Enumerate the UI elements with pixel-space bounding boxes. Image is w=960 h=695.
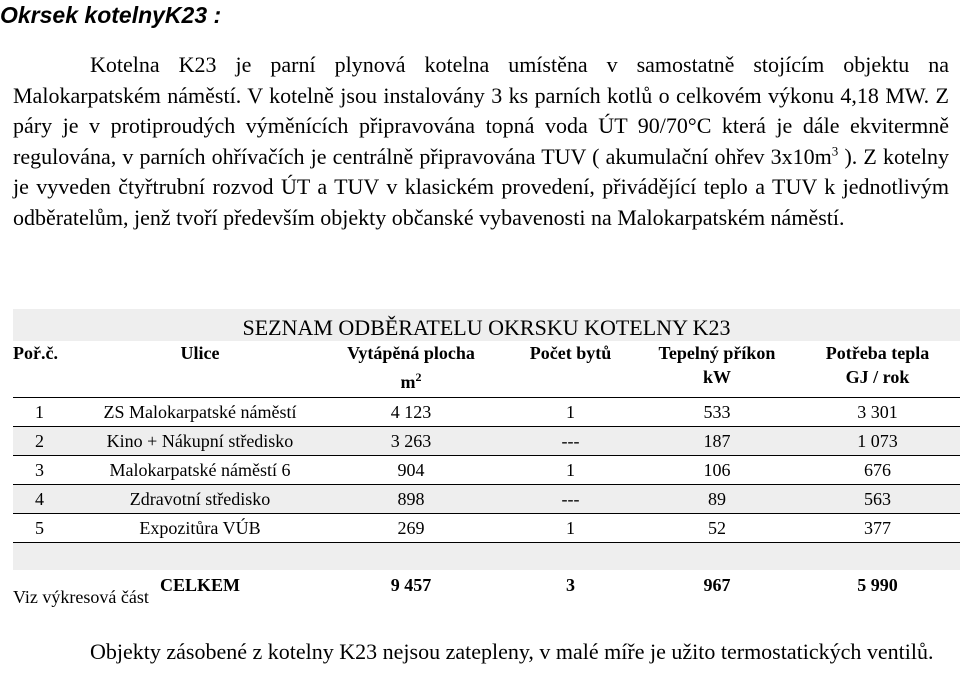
cell-street: Expozitůra VÚB [80,514,320,543]
header-demand-unit: GJ / rok [845,367,910,387]
cell-power: 52 [639,514,795,543]
cell-demand: 1 073 [795,427,960,456]
cell-total-demand: 5 990 [857,575,898,595]
intro-superscript: 3 [831,143,839,159]
cell-flats: --- [502,427,639,456]
table-row [13,427,960,456]
cell-no: 1 [13,398,80,427]
header-no: Poř.č. [13,343,58,363]
table-spacer-row [13,543,960,571]
cell-total-power: 967 [703,575,731,595]
table-row [13,485,960,514]
table-header-row [13,341,960,398]
cell-flats: 1 [502,456,639,485]
cell-flats: 1 [502,398,639,427]
cell-demand: 563 [795,485,960,514]
drawings-note: Viz výkresová část [13,587,149,607]
closing-paragraph: Objekty zásobené z kotelny K23 nejsou zatepleny, v malé míře je užito termostatických ventilů. [90,639,934,664]
cell-flats: 1 [502,514,639,543]
table-title-row [13,309,960,341]
table-total-row [13,570,960,596]
table-title: SEZNAM ODBĚRATELU OKRSKU KOTELNY K23 [13,309,960,341]
table-row [13,398,960,427]
cell-area: 269 [320,514,502,543]
table-row [13,456,960,485]
header-area [320,341,502,398]
cell-power: 187 [639,427,795,456]
cell-demand: 3 301 [795,398,960,427]
consumers-table [13,309,960,596]
cell-total-flats: 3 [566,575,575,595]
header-power-unit: kW [702,367,731,387]
cell-demand: 377 [795,514,960,543]
cell-power: 106 [639,456,795,485]
cell-total-area: 9 457 [390,575,432,595]
header-street: Ulice [180,343,220,363]
header-area-label: Vytápěná plocha [347,343,475,363]
cell-total-label: CELKEM [159,575,240,595]
table-spacer [13,543,960,571]
cell-demand: 676 [795,456,960,485]
header-power-label: Tepelný příkon [658,343,776,363]
cell-street: Malokarpatské náměstí 6 [80,456,320,485]
intro-text-part-1: Kotelna K23 je parní plynová kotelna umístěna v samostatně stojícím objektu na Malokarpatském náměstí. V kotelně jsou instalovány 3 ks parních kotlů o celkovém výkonu 4,18 MW. Z páry je v protiproudých výměnících připravována topná voda ÚT 90/70°C která je dále ekvitermně regulována, v parních ohřívačích je centrálně připravována TUV ( akumulační ohřev 3x10m [13,52,949,169]
cell-street: Kino + Nákupní středisko [80,427,320,456]
cell-no: 2 [13,427,80,456]
cell-power: 89 [639,485,795,514]
cell-power: 533 [639,398,795,427]
section-heading: Okrsek kotelnyK23 : [0,2,222,28]
header-flats: Počet bytů [529,343,612,363]
cell-area: 898 [320,485,502,514]
cell-no: 5 [13,514,80,543]
header-area-unit-sup: 2 [415,370,422,384]
cell-no: 3 [13,456,80,485]
intro-paragraph [13,50,949,233]
cell-no: 4 [13,485,80,514]
cell-area: 904 [320,456,502,485]
header-demand-label: Potřeba tepla [825,343,930,363]
table-row [13,514,960,543]
cell-street: Zdravotní středisko [80,485,320,514]
cell-area: 4 123 [320,398,502,427]
header-area-unit: m [400,372,416,392]
cell-street: ZS Malokarpatské náměstí [80,398,320,427]
intro-text-part-2: ). Z kotelny je vyveden čtyřtrubní rozvod ÚT a TUV v klasickém provedení, přivádějící teplo a TUV k jednotlivým odběratelům, jenž tvoří především objekty občanské vybavenosti na Malokarpatském náměstí. [13,143,949,230]
header-power [639,341,795,398]
cell-flats: --- [502,485,639,514]
cell-area: 3 263 [320,427,502,456]
header-demand [795,341,960,398]
